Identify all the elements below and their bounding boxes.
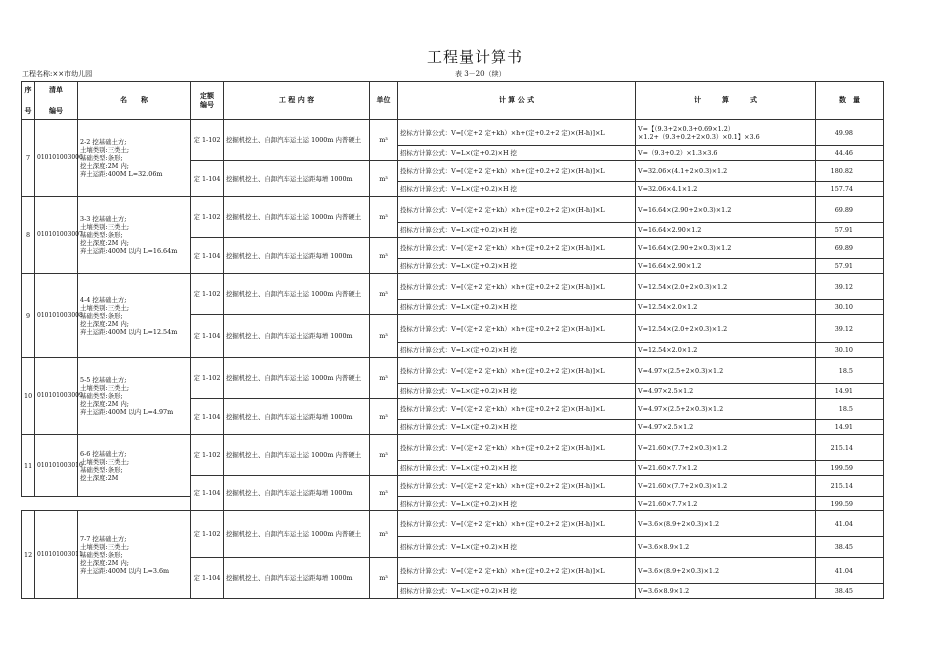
description-line: 土壤类别:三类土; bbox=[80, 303, 130, 312]
quota-cell: 定 1-102 bbox=[191, 511, 224, 558]
calc-cell: V=16.64×2.90×1.2 bbox=[636, 223, 816, 238]
description-line: 挖土深度:2M 内; bbox=[80, 400, 129, 408]
header-unit: 单位 bbox=[370, 82, 398, 120]
unit-cell: m³ bbox=[370, 399, 398, 435]
description-cell bbox=[78, 435, 191, 497]
description-line: 基础类型:条形; bbox=[80, 231, 123, 239]
formula-cell: 招标方计算公式：V=L×(定+0.2)×H 挖 bbox=[398, 461, 636, 476]
header-code bbox=[35, 82, 78, 120]
quantity-cell: 199.59 bbox=[816, 461, 884, 476]
formula-cell: 投标方计算公式：V=[（定+2 定+kh）×h+(定+0.2+2 定)×(H-h)]×L bbox=[398, 161, 636, 182]
quantity-cell: 180.82 bbox=[816, 161, 884, 182]
code-cell: 010101003008 bbox=[35, 274, 78, 358]
formula-cell: 挖标方计算公式：V=[（定+2 定+kh）×h+(定+0.2+2 定)×(H-h)]×L bbox=[398, 120, 636, 146]
calc-cell: V=3.6×(8.9+2×0.3)×1.2 bbox=[636, 558, 816, 584]
work-content-cell: 挖掘机挖土、自卸汽车运土运 1000m 内普硬土 bbox=[224, 511, 370, 558]
description-line: 5-5 挖基础土方; bbox=[80, 376, 127, 384]
description-line: 挖土深度:2M 内; bbox=[80, 162, 129, 170]
description-line: 弃土运距:400M 以内 L=4.97m bbox=[80, 408, 174, 416]
header-quota bbox=[191, 82, 224, 120]
header-code-top: 清单 bbox=[49, 84, 63, 94]
description-line: 弃土运距:400M 以内 L=16.64m bbox=[80, 247, 178, 255]
quantity-cell: 14.91 bbox=[816, 384, 884, 399]
quantity-cell: 215.14 bbox=[816, 435, 884, 461]
unit-cell: m³ bbox=[370, 435, 398, 476]
description-line: 挖土深度:2M 内; bbox=[80, 239, 129, 247]
header-row bbox=[22, 82, 884, 120]
table-row bbox=[22, 274, 884, 300]
formula-cell: 投标方计算公式：V=[（定+2 定+kh）×h+(定+0.2+2 定)×(H-h)]×L bbox=[398, 274, 636, 300]
code-cell: 010101003007 bbox=[35, 197, 78, 274]
quantity-cell: 41.04 bbox=[816, 511, 884, 537]
table-number: 表 3－20（续） bbox=[455, 70, 506, 78]
quantity-cell: 44.46 bbox=[816, 146, 884, 161]
description-line: 挖土深度:2M bbox=[80, 473, 119, 482]
calc-cell: V=4.97×2.5×1.2 bbox=[636, 420, 816, 435]
description-cell bbox=[78, 120, 191, 197]
description-cell bbox=[78, 511, 191, 599]
work-content-cell: 挖掘机挖土、自卸汽车运土运距每增 1000m bbox=[224, 161, 370, 197]
description-line: 弃土运距:400M L=32.06m bbox=[80, 170, 163, 178]
header-seq bbox=[22, 82, 35, 120]
seq-cell: 8 bbox=[22, 197, 35, 274]
quantity-cell: 215.14 bbox=[816, 476, 884, 497]
formula-cell: 投标方计算公式：V=[（定+2 定+kh）×h+(定+0.2+2 定)×(H-h)]×L bbox=[398, 476, 636, 497]
table-body bbox=[22, 120, 884, 599]
description-line: 土壤类别:三类土; bbox=[80, 457, 130, 466]
quantity-cell: 199.59 bbox=[816, 497, 884, 511]
description-line: 3-3 挖基础土方; bbox=[80, 215, 127, 223]
unit-cell: m³ bbox=[370, 197, 398, 238]
formula-cell: 投标方计算公式：V=[（定+2 定+kh）×h+(定+0.2+2 定)×(H-h)]×L bbox=[398, 399, 636, 420]
header-code-bottom: 编号 bbox=[49, 105, 63, 115]
description-line: 基础类型:条形; bbox=[80, 392, 123, 400]
quantity-cell: 69.89 bbox=[816, 238, 884, 259]
description-cell bbox=[78, 358, 191, 435]
quantity-cell: 57.91 bbox=[816, 223, 884, 238]
description-line: 基础类型:条形; bbox=[80, 311, 123, 320]
description-line: 挖土深度:2M 内; bbox=[80, 558, 129, 567]
unit-cell: m³ bbox=[370, 161, 398, 197]
code-cell: 010101003010 bbox=[35, 435, 78, 497]
quantity-cell: 38.45 bbox=[816, 584, 884, 599]
seq-cell: 9 bbox=[22, 274, 35, 358]
header-calc: 计 算 式 bbox=[636, 82, 816, 120]
formula-cell: 招标方计算公式：V=L×(定+0.2)×H 挖 bbox=[398, 537, 636, 558]
work-content-cell: 挖掘机挖土、自卸汽车运土运距每增 1000m bbox=[224, 399, 370, 435]
calc-cell: V=12.54×2.0×1.2 bbox=[636, 343, 816, 358]
table-row bbox=[22, 497, 884, 511]
header-name: 名 称 bbox=[78, 82, 191, 120]
quantity-cell: 18.5 bbox=[816, 358, 884, 384]
calc-cell: V=21.60×7.7×1.2 bbox=[636, 461, 816, 476]
description-line: 基础类型:条形; bbox=[80, 465, 123, 474]
calc-cell: V=4.97×(2.5+2×0.3)×1.2 bbox=[636, 358, 816, 384]
code-cell: 010101003009 bbox=[35, 358, 78, 435]
calc-cell: V=16.64×(2.90+2×0.3)×1.2 bbox=[636, 197, 816, 223]
description-line: 土壤类别:三类土; bbox=[80, 223, 130, 231]
quantity-cell: 39.12 bbox=[816, 315, 884, 343]
quantity-cell: 18.5 bbox=[816, 399, 884, 420]
description-cell bbox=[78, 274, 191, 358]
work-content-cell: 挖掘机挖土、自卸汽车运土运 1000m 内普硬土 bbox=[224, 274, 370, 315]
calc-cell: V=【（9.3+2×0.3+0.69×1.2）×1.2+（9.3+0.2+2×0.3）×0.1】×3.6 bbox=[636, 120, 816, 146]
formula-cell: 招标方计算公式：V=L×(定+0.2)×H 挖 bbox=[398, 584, 636, 599]
work-content-cell: 挖掘机挖土、自卸汽车运土运 1000m 内普硬土 bbox=[224, 197, 370, 238]
calc-cell: V=12.54×(2.0+2×0.3)×1.2 bbox=[636, 315, 816, 343]
table-row bbox=[22, 120, 884, 146]
formula-cell: 招标方计算公式：V=L×(定+0.2)×H 挖 bbox=[398, 497, 636, 511]
unit-cell: m³ bbox=[370, 558, 398, 599]
quantity-cell: 39.12 bbox=[816, 274, 884, 300]
formula-cell: 招标方计算公式：V=L×(定+0.2)×H 挖 bbox=[398, 384, 636, 399]
quota-cell: 定 1-104 bbox=[191, 476, 224, 511]
quota-cell: 定 1-104 bbox=[191, 558, 224, 599]
formula-cell: 招标方计算公式：V=L×(定+0.2)×H 挖 bbox=[398, 223, 636, 238]
calc-cell: V=（9.3+0.2）×1.3×3.6 bbox=[636, 146, 816, 161]
work-content-cell: 挖掘机挖土、自卸汽车运土运 1000m 内普硬土 bbox=[224, 358, 370, 399]
quantity-cell: 30.10 bbox=[816, 343, 884, 358]
header-seq-bottom: 号 bbox=[24, 105, 32, 115]
formula-cell: 投标方计算公式：V=[（定+2 定+kh）×h+(定+0.2+2 定)×(H-h)]×L bbox=[398, 358, 636, 384]
table-row bbox=[22, 435, 884, 461]
calc-cell: V=21.60×7.7×1.2 bbox=[636, 497, 816, 511]
description-line: 4-4 挖基础土方; bbox=[80, 295, 127, 304]
header-formula: 计 算 公 式 bbox=[398, 82, 636, 120]
formula-cell: 招标方计算公式：V=L×(定+0.2)×H 挖 bbox=[398, 343, 636, 358]
description-line: 土壤类别:三类土; bbox=[80, 542, 130, 551]
header-quota-bottom: 编号 bbox=[200, 99, 214, 109]
formula-cell: 投标方计算公式：V=[（定+2 定+kh）×h+(定+0.2+2 定)×(H-h)]×L bbox=[398, 197, 636, 223]
unit-cell: m³ bbox=[370, 511, 398, 558]
header-quota-top: 定额 bbox=[200, 90, 214, 100]
calc-cell: V=32.06×4.1×1.2 bbox=[636, 182, 816, 197]
description-cell bbox=[78, 197, 191, 274]
table-row bbox=[22, 511, 884, 537]
calc-cell: V=3.6×8.9×1.2 bbox=[636, 584, 816, 599]
quota-cell: 定 1-104 bbox=[191, 315, 224, 358]
quota-cell: 定 1-104 bbox=[191, 161, 224, 197]
formula-cell: 投标方计算公式：V=[（定+2 定+kh）×h+(定+0.2+2 定)×(H-h)]×L bbox=[398, 238, 636, 259]
calc-cell: V=12.54×(2.0+2×0.3)×1.2 bbox=[636, 274, 816, 300]
quota-cell: 定 1-104 bbox=[191, 238, 224, 274]
work-content-cell: 挖掘机挖土、自卸汽车运土运距每增 1000m bbox=[224, 476, 370, 511]
header-qty: 数 量 bbox=[816, 82, 884, 120]
quantity-cell: 69.89 bbox=[816, 197, 884, 223]
formula-cell: 投标方计算公式：V=[（定+2 定+kh）×h+(定+0.2+2 定)×(H-h)]×L bbox=[398, 511, 636, 537]
description-line: 7-7 挖基础土方; bbox=[80, 534, 127, 543]
work-content-cell: 挖掘机挖土、自卸汽车运土运距每增 1000m bbox=[224, 238, 370, 274]
project-name: 工程名称:××市幼儿园 bbox=[22, 70, 93, 78]
description-line: 弃土运距:400M 以内 L=3.6m bbox=[80, 566, 170, 575]
formula-cell: 招标方计算公式：V=L×(定+0.2)×H 挖 bbox=[398, 182, 636, 197]
formula-cell: 投标方计算公式：V=[（定+2 定+kh）×h+(定+0.2+2 定)×(H-h)]×L bbox=[398, 558, 636, 584]
quantity-cell: 41.04 bbox=[816, 558, 884, 584]
description-line: 基础类型:条形; bbox=[80, 550, 123, 559]
unit-cell: m³ bbox=[370, 358, 398, 399]
description-line: 6-6 挖基础土方; bbox=[80, 449, 127, 458]
quantity-cell: 49.98 bbox=[816, 120, 884, 146]
calc-cell: V=32.06×(4.1+2×0.3)×1.2 bbox=[636, 161, 816, 182]
calc-cell: V=4.97×(2.5+2×0.3)×1.2 bbox=[636, 399, 816, 420]
header-seq-top: 序 bbox=[24, 84, 32, 94]
seq-cell: 7 bbox=[22, 120, 35, 197]
code-cell: 010101003006 bbox=[35, 120, 78, 197]
calc-cell: V=16.64×2.90×1.2 bbox=[636, 259, 816, 274]
calc-cell: V=16.64×(2.90+2×0.3)×1.2 bbox=[636, 238, 816, 259]
quantity-table bbox=[21, 81, 884, 599]
formula-cell: 投标方计算公式：V=[（定+2 定+kh）×h+(定+0.2+2 定)×(H-h)]×L bbox=[398, 315, 636, 343]
work-content-cell: 挖掘机挖土、自卸汽车运土运距每增 1000m bbox=[224, 315, 370, 358]
work-content-cell: 挖掘机挖土、自卸汽车运土运距每增 1000m bbox=[224, 558, 370, 599]
unit-cell: m³ bbox=[370, 315, 398, 358]
formula-cell: 投标方计算公式：V=[（定+2 定+kh）×h+(定+0.2+2 定)×(H-h)]×L bbox=[398, 435, 636, 461]
table-row bbox=[22, 197, 884, 223]
formula-cell: 招标方计算公式：V=L×(定+0.2)×H 挖 bbox=[398, 300, 636, 315]
quantity-cell: 38.45 bbox=[816, 537, 884, 558]
quota-cell: 定 1-104 bbox=[191, 399, 224, 435]
seq-cell: 10 bbox=[22, 358, 35, 435]
quantity-cell: 30.10 bbox=[816, 300, 884, 315]
code-cell: 010101003011 bbox=[35, 511, 78, 599]
quota-cell: 定 1-102 bbox=[191, 435, 224, 476]
formula-cell: 招标方计算公式：V=L×(定+0.2)×H 挖 bbox=[398, 259, 636, 274]
calc-cell: V=21.60×(7.7+2×0.3)×1.2 bbox=[636, 476, 816, 497]
quota-cell: 定 1-102 bbox=[191, 358, 224, 399]
unit-cell: m³ bbox=[370, 476, 398, 511]
header-work: 工 程 内 容 bbox=[224, 82, 370, 120]
table-row bbox=[22, 358, 884, 384]
blank-cell bbox=[22, 497, 398, 511]
calc-cell: V=21.60×(7.7+2×0.3)×1.2 bbox=[636, 435, 816, 461]
seq-cell: 11 bbox=[22, 435, 35, 497]
formula-cell: 招标方计算公式：V=L×(定+0.2)×H 挖 bbox=[398, 146, 636, 161]
unit-cell: m³ bbox=[370, 274, 398, 315]
calc-cell: V=4.97×2.5×1.2 bbox=[636, 384, 816, 399]
description-line: 弃土运距:400M 以内 L=12.54m bbox=[80, 327, 178, 336]
quota-cell: 定 1-102 bbox=[191, 120, 224, 161]
unit-cell: m³ bbox=[370, 238, 398, 274]
unit-cell: m³ bbox=[370, 120, 398, 161]
quantity-cell: 14.91 bbox=[816, 420, 884, 435]
calc-cell: V=3.6×8.9×1.2 bbox=[636, 537, 816, 558]
quantity-cell: 57.91 bbox=[816, 259, 884, 274]
calc-cell: V=12.54×2.0×1.2 bbox=[636, 300, 816, 315]
formula-cell: 招标方计算公式：V=L×(定+0.2)×H 挖 bbox=[398, 420, 636, 435]
quota-cell: 定 1-102 bbox=[191, 197, 224, 238]
calc-cell: V=3.6×(8.9+2×0.3)×1.2 bbox=[636, 511, 816, 537]
document-title: 工程量计算书 bbox=[426, 48, 523, 66]
description-line: 基础类型:条形; bbox=[80, 154, 123, 162]
work-content-cell: 挖掘机挖土、自卸汽车运土运 1000m 内普硬土 bbox=[224, 120, 370, 161]
quantity-cell: 157.74 bbox=[816, 182, 884, 197]
description-line: 挖土深度:2M 内; bbox=[80, 319, 129, 328]
work-content-cell: 挖掘机挖土、自卸汽车运土运 1000m 内普硬土 bbox=[224, 435, 370, 476]
description-line: 土壤类别:三类土; bbox=[80, 146, 130, 154]
description-line: 2-2 挖基础土方; bbox=[80, 138, 127, 146]
description-line: 土壤类别:三类土; bbox=[80, 384, 130, 392]
quota-cell: 定 1-102 bbox=[191, 274, 224, 315]
seq-cell: 12 bbox=[22, 511, 35, 599]
